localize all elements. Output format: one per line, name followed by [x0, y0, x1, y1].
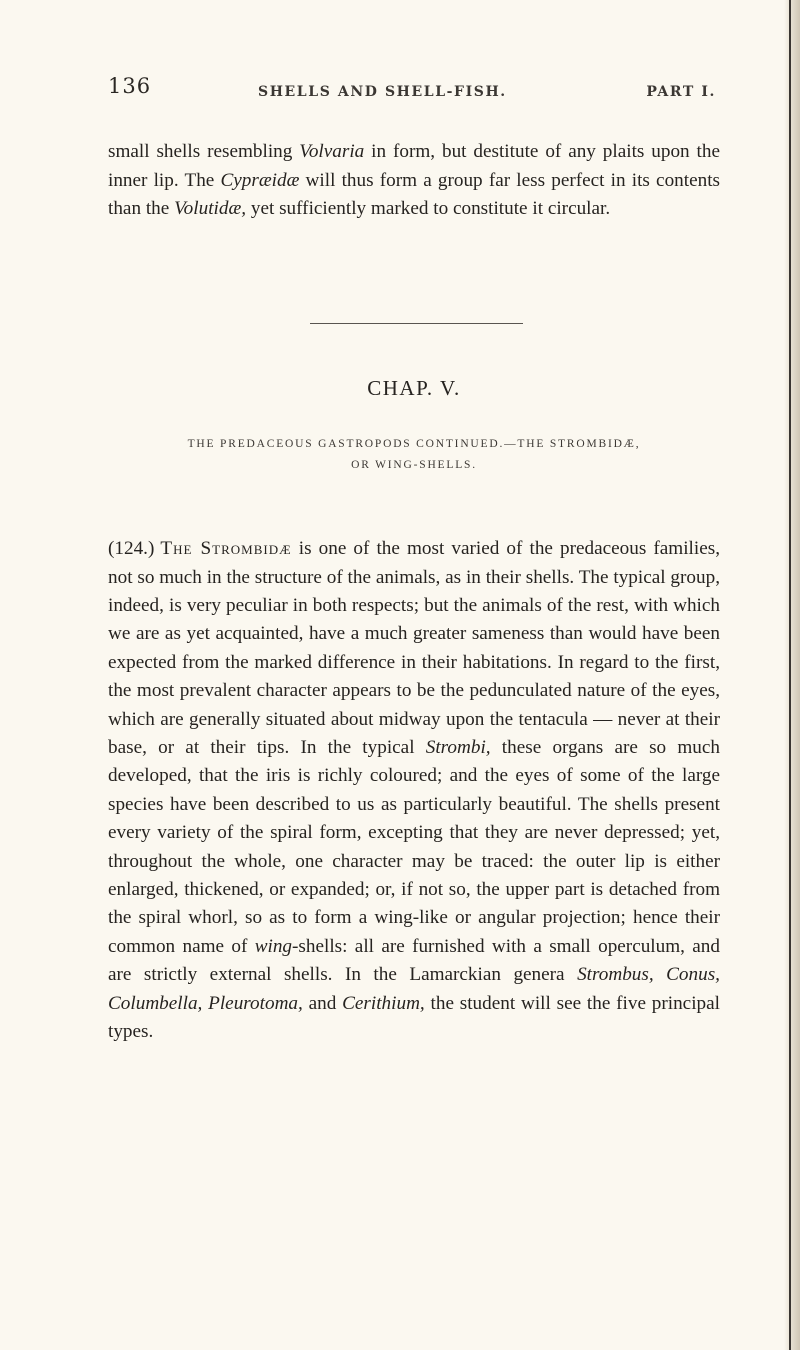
section-divider — [310, 323, 523, 324]
text-run-italic: Cypræidæ — [220, 169, 300, 191]
text-run-italic: Volvaria — [299, 141, 365, 163]
text-run: in form, but destitute of any plaits upon the inner lip. The — [108, 141, 720, 191]
text-run-italic: Volutidæ, — [174, 198, 247, 219]
text-run: the student will see the five principal types. — [108, 992, 720, 1043]
chapter-heading: CHAP. V. — [367, 376, 461, 400]
text-run-italic: wing — [254, 935, 293, 957]
page-edge-line — [789, 0, 791, 1350]
continued-paragraph — [108, 138, 720, 223]
text-run: small shells resembling — [108, 141, 300, 163]
page-number: 136 — [108, 74, 152, 98]
text-run-italic: Strombus, Conus, Columbella, Pleurotoma, — [108, 964, 720, 1014]
text-run: these organs are so much developed, that the iris is richly coloured; and the eyes of some of the large species have been described to us as particularly beautiful. The shells present every variety of the spiral form, excepting that they are never depressed; yet, throughout the whole, one character may be traced: the outer lip is either enlarged, thickened, or expanded; or, if not so, the upper part is detached from the spiral whorl, so as to form a wing-like or angular projection; hence their common name of — [108, 737, 720, 957]
chapter-subtitle-line-2: OR WING-SHELLS. — [351, 459, 477, 471]
text-run: and — [302, 992, 343, 1014]
main-paragraph — [108, 535, 720, 1046]
paragraph-number: (124.) — [108, 538, 155, 560]
text-run-italic: Strombi, — [425, 737, 491, 759]
running-head: SHELLS AND SHELL-FISH. — [258, 84, 507, 100]
paragraph-lead: The Strombidæ — [160, 538, 292, 560]
text-run: is one of the most varied of the predaceous families, not so much in the structure of the animals, as in their shells. The typical group, indeed, is very peculiar in both respects; but the animals of the rest, with which we are as yet acquainted, have a much greater sameness than would have been expected from the marked difference in their habitations. In regard to the first, the most prevalent character appears to be the pedunculated nature of the eyes, which are generally situated about midway upon the tentacula — never at their base, or at their tips. In the typical — [108, 538, 720, 759]
text-run: -shells: all are furnished with a small operculum, and are strictly external shells. In the Lamarckian genera — [108, 935, 720, 986]
text-run: will thus form a group far less perfect in its contents than the — [108, 169, 720, 219]
text-run-italic: Cerithium, — [342, 992, 425, 1014]
chapter-subtitle-line-1: THE PREDACEOUS GASTROPODS CONTINUED.—THE STROMBIDÆ, — [187, 438, 641, 450]
page-edge — [784, 0, 800, 1350]
page-header — [108, 74, 728, 108]
part-label: PART I. — [646, 84, 716, 100]
text-run: yet sufficiently marked to constitute it circular. — [246, 198, 611, 219]
chapter-subtitle — [108, 434, 720, 476]
